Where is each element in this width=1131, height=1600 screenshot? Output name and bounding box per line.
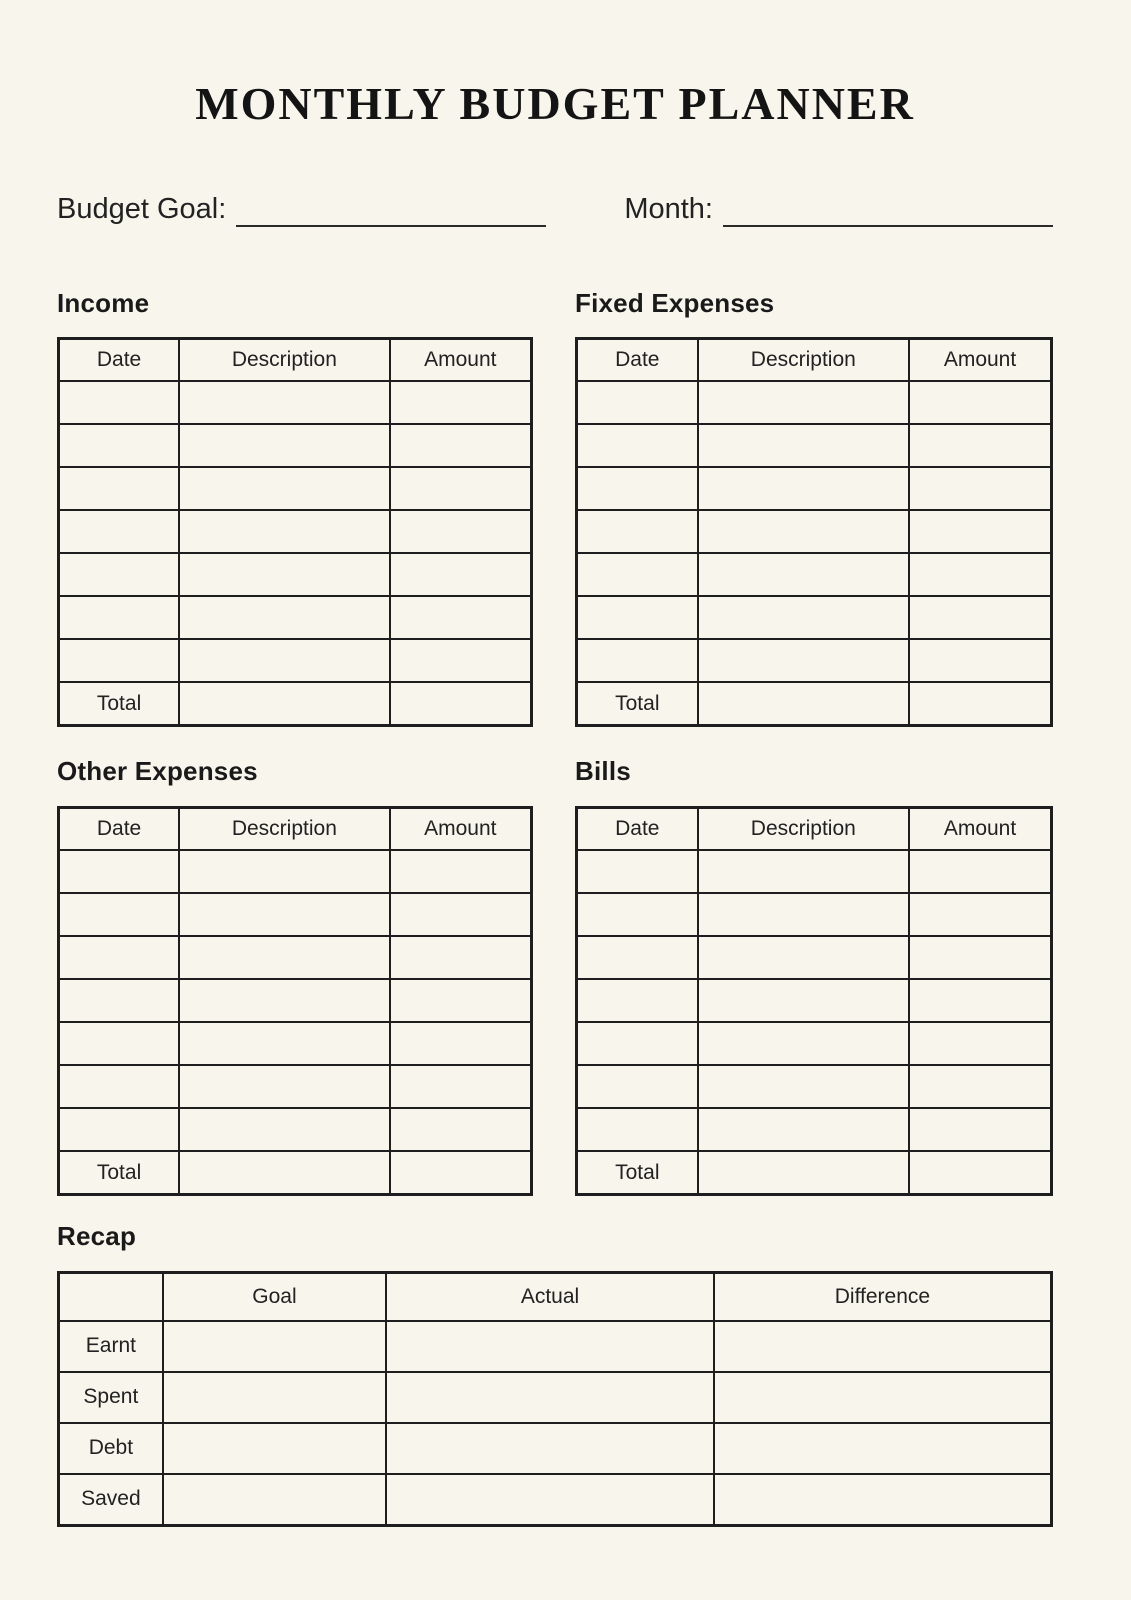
- fixed-expenses-blank-cell[interactable]: [909, 639, 1052, 682]
- fixed-expenses-total-row: [577, 682, 1052, 726]
- fixed-expenses-blank-cell[interactable]: [698, 596, 909, 639]
- other-expenses-blank-cell[interactable]: [179, 1022, 389, 1065]
- fixed-expenses-column-header-description: Description: [698, 339, 909, 382]
- bills-blank-cell[interactable]: [577, 893, 698, 936]
- other-expenses-total-label: Total: [59, 1151, 180, 1195]
- section-title-other-expenses: Other Expenses: [57, 756, 258, 787]
- other-expenses-blank-cell[interactable]: [179, 979, 389, 1022]
- section-recap: [57, 1222, 1053, 1527]
- bills-blank-cell[interactable]: [909, 1065, 1052, 1108]
- recap-row-label-saved: Saved: [59, 1474, 163, 1526]
- income-blank-cell[interactable]: [179, 553, 389, 596]
- section-fixed-expenses: [575, 289, 1053, 728]
- other-expenses-column-header-description: Description: [179, 808, 389, 851]
- income-blank-cell[interactable]: [179, 510, 389, 553]
- bills-header-row: [577, 808, 1052, 851]
- bills-blank-cell[interactable]: [577, 1108, 698, 1151]
- recap-earnt-difference-cell[interactable]: [714, 1321, 1052, 1372]
- income-blank-row: [59, 381, 532, 424]
- fixed-expenses-table: [575, 337, 1053, 727]
- income-table: [57, 337, 533, 727]
- income-blank-cell[interactable]: [390, 510, 532, 553]
- income-total-row: [59, 682, 532, 726]
- fixed-expenses-blank-cell[interactable]: [909, 424, 1052, 467]
- income-column-header-date: Date: [59, 339, 180, 382]
- other-expenses-blank-cell[interactable]: [59, 979, 180, 1022]
- fixed-expenses-total-amount-cell[interactable]: [909, 682, 1052, 726]
- fixed-expenses-column-header-amount: Amount: [909, 339, 1052, 382]
- other-expenses-blank-cell[interactable]: [390, 979, 532, 1022]
- fixed-expenses-blank-row: [577, 510, 1052, 553]
- income-blank-cell[interactable]: [59, 596, 180, 639]
- bills-blank-row: [577, 1065, 1052, 1108]
- fixed-expenses-column-header-date: Date: [577, 339, 698, 382]
- income-column-header-description: Description: [179, 339, 389, 382]
- fixed-expenses-blank-row: [577, 639, 1052, 682]
- income-blank-cell[interactable]: [390, 639, 532, 682]
- other-expenses-column-header-amount: Amount: [390, 808, 532, 851]
- income-blank-row: [59, 639, 532, 682]
- other-expenses-blank-row: [59, 1108, 532, 1151]
- income-blank-row: [59, 510, 532, 553]
- recap-row-debt: [59, 1423, 1052, 1474]
- fixed-expenses-blank-cell[interactable]: [577, 639, 698, 682]
- other-expenses-blank-cell[interactable]: [390, 893, 532, 936]
- other-expenses-blank-cell[interactable]: [179, 850, 389, 893]
- month-input-line[interactable]: [723, 189, 1053, 227]
- fixed-expenses-blank-cell[interactable]: [577, 381, 698, 424]
- other-expenses-blank-cell[interactable]: [390, 1065, 532, 1108]
- income-blank-cell[interactable]: [59, 467, 180, 510]
- bills-blank-cell[interactable]: [909, 979, 1052, 1022]
- other-expenses-blank-cell[interactable]: [59, 850, 180, 893]
- income-total-description-cell[interactable]: [179, 682, 389, 726]
- section-title-fixed-expenses: Fixed Expenses: [575, 287, 775, 318]
- bills-blank-row: [577, 1022, 1052, 1065]
- month-label: Month:: [624, 192, 713, 225]
- recap-spent-actual-cell[interactable]: [386, 1372, 714, 1423]
- section-other-expenses: [57, 757, 533, 1196]
- bills-blank-cell[interactable]: [577, 1022, 698, 1065]
- recap-debt-goal-cell[interactable]: [163, 1423, 386, 1474]
- bills-blank-cell[interactable]: [698, 893, 909, 936]
- income-blank-cell[interactable]: [59, 553, 180, 596]
- other-expenses-blank-row: [59, 1022, 532, 1065]
- fixed-expenses-blank-cell[interactable]: [698, 553, 909, 596]
- fixed-expenses-blank-cell[interactable]: [698, 381, 909, 424]
- other-expenses-column-header-date: Date: [59, 808, 180, 851]
- header-fields: [57, 189, 1053, 227]
- recap-saved-actual-cell[interactable]: [386, 1474, 714, 1526]
- income-blank-cell[interactable]: [390, 553, 532, 596]
- bills-blank-cell[interactable]: [909, 1022, 1052, 1065]
- fixed-expenses-blank-row: [577, 381, 1052, 424]
- fixed-expenses-header-row: [577, 339, 1052, 382]
- other-expenses-blank-cell[interactable]: [179, 1065, 389, 1108]
- fixed-expenses-blank-row: [577, 553, 1052, 596]
- bills-blank-cell[interactable]: [577, 936, 698, 979]
- fixed-expenses-blank-cell[interactable]: [909, 381, 1052, 424]
- recap-column-header-difference: Difference: [714, 1272, 1052, 1321]
- budget-goal-field: [57, 189, 546, 227]
- fixed-expenses-total-description-cell[interactable]: [698, 682, 909, 726]
- section-bills: [575, 757, 1053, 1196]
- bills-total-amount-cell[interactable]: [909, 1151, 1052, 1195]
- income-column-header-amount: Amount: [390, 339, 532, 382]
- other-expenses-blank-cell[interactable]: [390, 936, 532, 979]
- bills-blank-cell[interactable]: [698, 979, 909, 1022]
- recap-debt-actual-cell[interactable]: [386, 1423, 714, 1474]
- fixed-expenses-blank-cell[interactable]: [698, 639, 909, 682]
- bills-blank-cell[interactable]: [577, 1065, 698, 1108]
- recap-debt-difference-cell[interactable]: [714, 1423, 1052, 1474]
- income-total-amount-cell[interactable]: [390, 682, 532, 726]
- other-expenses-blank-cell[interactable]: [390, 1022, 532, 1065]
- fixed-expenses-total-label: Total: [577, 682, 698, 726]
- bills-blank-cell[interactable]: [698, 1065, 909, 1108]
- bills-blank-cell[interactable]: [698, 850, 909, 893]
- bills-total-description-cell[interactable]: [698, 1151, 909, 1195]
- other-expenses-blank-cell[interactable]: [390, 1108, 532, 1151]
- bills-blank-cell[interactable]: [909, 1108, 1052, 1151]
- bills-column-header-amount: Amount: [909, 808, 1052, 851]
- fixed-expenses-blank-cell[interactable]: [698, 424, 909, 467]
- income-blank-row: [59, 596, 532, 639]
- month-field: [624, 189, 1053, 227]
- recap-spent-difference-cell[interactable]: [714, 1372, 1052, 1423]
- other-expenses-blank-cell[interactable]: [179, 893, 389, 936]
- fixed-expenses-blank-cell[interactable]: [698, 510, 909, 553]
- other-expenses-blank-cell[interactable]: [390, 850, 532, 893]
- bills-blank-cell[interactable]: [698, 936, 909, 979]
- recap-row-spent: [59, 1372, 1052, 1423]
- fixed-expenses-blank-cell[interactable]: [577, 467, 698, 510]
- income-blank-cell[interactable]: [390, 467, 532, 510]
- bills-blank-cell[interactable]: [698, 1108, 909, 1151]
- recap-corner-cell: [59, 1272, 163, 1321]
- bills-blank-row: [577, 850, 1052, 893]
- fixed-expenses-blank-cell[interactable]: [909, 467, 1052, 510]
- bills-blank-row: [577, 893, 1052, 936]
- income-blank-cell[interactable]: [179, 467, 389, 510]
- bills-blank-cell[interactable]: [909, 893, 1052, 936]
- fixed-expenses-blank-cell[interactable]: [909, 510, 1052, 553]
- income-total-label: Total: [59, 682, 180, 726]
- other-expenses-blank-cell[interactable]: [59, 1065, 180, 1108]
- income-blank-row: [59, 553, 532, 596]
- bills-column-header-date: Date: [577, 808, 698, 851]
- income-blank-cell[interactable]: [59, 639, 180, 682]
- other-expenses-total-row: [59, 1151, 532, 1195]
- fixed-expenses-blank-row: [577, 596, 1052, 639]
- other-expenses-blank-cell[interactable]: [59, 1108, 180, 1151]
- other-expenses-header-row: [59, 808, 532, 851]
- income-blank-cell[interactable]: [390, 381, 532, 424]
- income-blank-cell[interactable]: [390, 596, 532, 639]
- recap-row-label-earnt: Earnt: [59, 1321, 163, 1372]
- income-blank-cell[interactable]: [59, 424, 180, 467]
- recap-spent-goal-cell[interactable]: [163, 1372, 386, 1423]
- income-blank-cell[interactable]: [59, 381, 180, 424]
- fixed-expenses-blank-cell[interactable]: [698, 467, 909, 510]
- fixed-expenses-blank-cell[interactable]: [577, 596, 698, 639]
- fixed-expenses-blank-row: [577, 424, 1052, 467]
- other-expenses-table: [57, 806, 533, 1196]
- income-header-row: [59, 339, 532, 382]
- income-blank-cell[interactable]: [390, 424, 532, 467]
- fixed-expenses-blank-cell[interactable]: [909, 553, 1052, 596]
- other-expenses-blank-row: [59, 979, 532, 1022]
- fixed-expenses-blank-cell[interactable]: [577, 424, 698, 467]
- bills-blank-cell[interactable]: [909, 850, 1052, 893]
- budget-goal-input-line[interactable]: [236, 189, 546, 227]
- recap-saved-difference-cell[interactable]: [714, 1474, 1052, 1526]
- fixed-expenses-blank-cell[interactable]: [577, 553, 698, 596]
- recap-table: [57, 1271, 1053, 1527]
- recap-row-earnt: [59, 1321, 1052, 1372]
- income-blank-row: [59, 424, 532, 467]
- page-title: MONTHLY BUDGET PLANNER: [195, 78, 915, 129]
- bills-total-label: Total: [577, 1151, 698, 1195]
- recap-row-label-debt: Debt: [59, 1423, 163, 1474]
- section-title-income: Income: [57, 287, 150, 318]
- recap-header-row: [59, 1272, 1052, 1321]
- tables-grid: [57, 289, 1053, 1196]
- other-expenses-blank-cell[interactable]: [59, 893, 180, 936]
- bills-table: [575, 806, 1053, 1196]
- other-expenses-total-description-cell[interactable]: [179, 1151, 389, 1195]
- bills-blank-row: [577, 936, 1052, 979]
- section-income: [57, 289, 533, 728]
- income-blank-cell[interactable]: [179, 639, 389, 682]
- other-expenses-total-amount-cell[interactable]: [390, 1151, 532, 1195]
- income-blank-cell[interactable]: [179, 424, 389, 467]
- other-expenses-blank-cell[interactable]: [179, 1108, 389, 1151]
- other-expenses-blank-cell[interactable]: [59, 936, 180, 979]
- recap-saved-goal-cell[interactable]: [163, 1474, 386, 1526]
- other-expenses-blank-cell[interactable]: [179, 936, 389, 979]
- income-blank-row: [59, 467, 532, 510]
- recap-earnt-goal-cell[interactable]: [163, 1321, 386, 1372]
- bills-blank-row: [577, 979, 1052, 1022]
- bills-blank-row: [577, 1108, 1052, 1151]
- income-blank-cell[interactable]: [59, 510, 180, 553]
- bills-blank-cell[interactable]: [577, 850, 698, 893]
- bills-blank-cell[interactable]: [909, 936, 1052, 979]
- recap-row-saved: [59, 1474, 1052, 1526]
- other-expenses-blank-row: [59, 936, 532, 979]
- bills-blank-cell[interactable]: [698, 1022, 909, 1065]
- bills-total-row: [577, 1151, 1052, 1195]
- other-expenses-blank-row: [59, 1065, 532, 1108]
- other-expenses-blank-row: [59, 850, 532, 893]
- other-expenses-blank-row: [59, 893, 532, 936]
- fixed-expenses-blank-cell[interactable]: [577, 510, 698, 553]
- section-title-bills: Bills: [575, 756, 631, 787]
- other-expenses-blank-cell[interactable]: [59, 1022, 180, 1065]
- income-blank-cell[interactable]: [179, 381, 389, 424]
- income-blank-cell[interactable]: [179, 596, 389, 639]
- bills-column-header-description: Description: [698, 808, 909, 851]
- recap-row-label-spent: Spent: [59, 1372, 163, 1423]
- recap-column-header-goal: Goal: [163, 1272, 386, 1321]
- fixed-expenses-blank-cell[interactable]: [909, 596, 1052, 639]
- bills-blank-cell[interactable]: [577, 979, 698, 1022]
- budget-goal-label: Budget Goal:: [57, 192, 227, 225]
- recap-column-header-actual: Actual: [386, 1272, 714, 1321]
- fixed-expenses-blank-row: [577, 467, 1052, 510]
- section-title-recap: Recap: [57, 1221, 137, 1252]
- recap-earnt-actual-cell[interactable]: [386, 1321, 714, 1372]
